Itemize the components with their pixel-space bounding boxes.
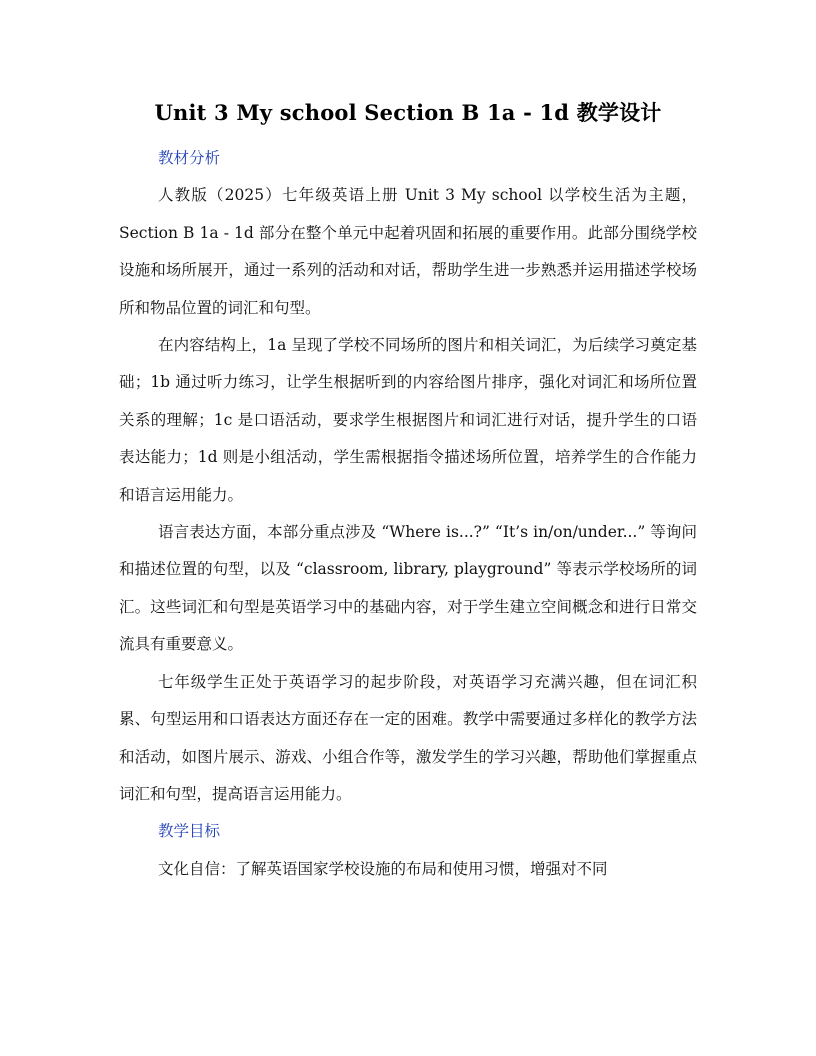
paragraph: 七年级学生正处于英语学习的起步阶段，对英语学习充满兴趣，但在词汇积累、句型运用和口语表达方面还存在一定的困难。教学中需要通过多样化的教学方法和活动，如图片展示、游戏、小组合作等，激发学生的学习兴趣，帮助他们掌握重点词汇和句型，提高语言运用能力。 xyxy=(119,672,697,803)
section-heading: 教材分析 xyxy=(158,149,221,167)
section-heading: 教学目标 xyxy=(158,822,221,841)
section-teaching-objectives xyxy=(119,813,697,888)
document-body xyxy=(119,140,697,888)
paragraph: 在内容结构上，1a 呈现了学校不同场所的图片和相关词汇，为后续学习奠定基础；1b 通过听力练习，让学生根据听到的内容给图片排序，强化对词汇和场所位置关系的理解；1c 是口语活动，要求学生根据图片和词汇进行对话，提升学生的口语表达能力；1d 则是小组活动，学生需根据指令描述场所位置，培养学生的合作能力和语言运用能力。 xyxy=(119,336,697,504)
section-textbook-analysis xyxy=(119,140,697,813)
paragraph: 人教版（2025）七年级英语上册 Unit 3 My school 以学校生活为主题，Section B 1a - 1d 部分在整个单元中起着巩固和拓展的重要作用。此部分围绕学校设施和场所展开，通过一系列的活动和对话，帮助学生进一步熟悉并运用描述学校场所和物品位置的词汇和句型。 xyxy=(119,186,697,317)
document-title: Unit 3 My school Section B 1a - 1d 教学设计 xyxy=(154,100,662,125)
paragraph: 文化自信：了解英语国家学校设施的布局和使用习惯，增强对不同 xyxy=(158,859,608,878)
paragraph: 语言表达方面，本部分重点涉及 “Where is...?” “It’s in/on/under...” 等询问和描述位置的句型，以及 “classroom, library, playground” 等表示学校场所的词汇。这些词汇和句型是英语学习中的基础内容，对于学生建立空间概念和进行日常交流具有重要意义。 xyxy=(119,523,697,654)
